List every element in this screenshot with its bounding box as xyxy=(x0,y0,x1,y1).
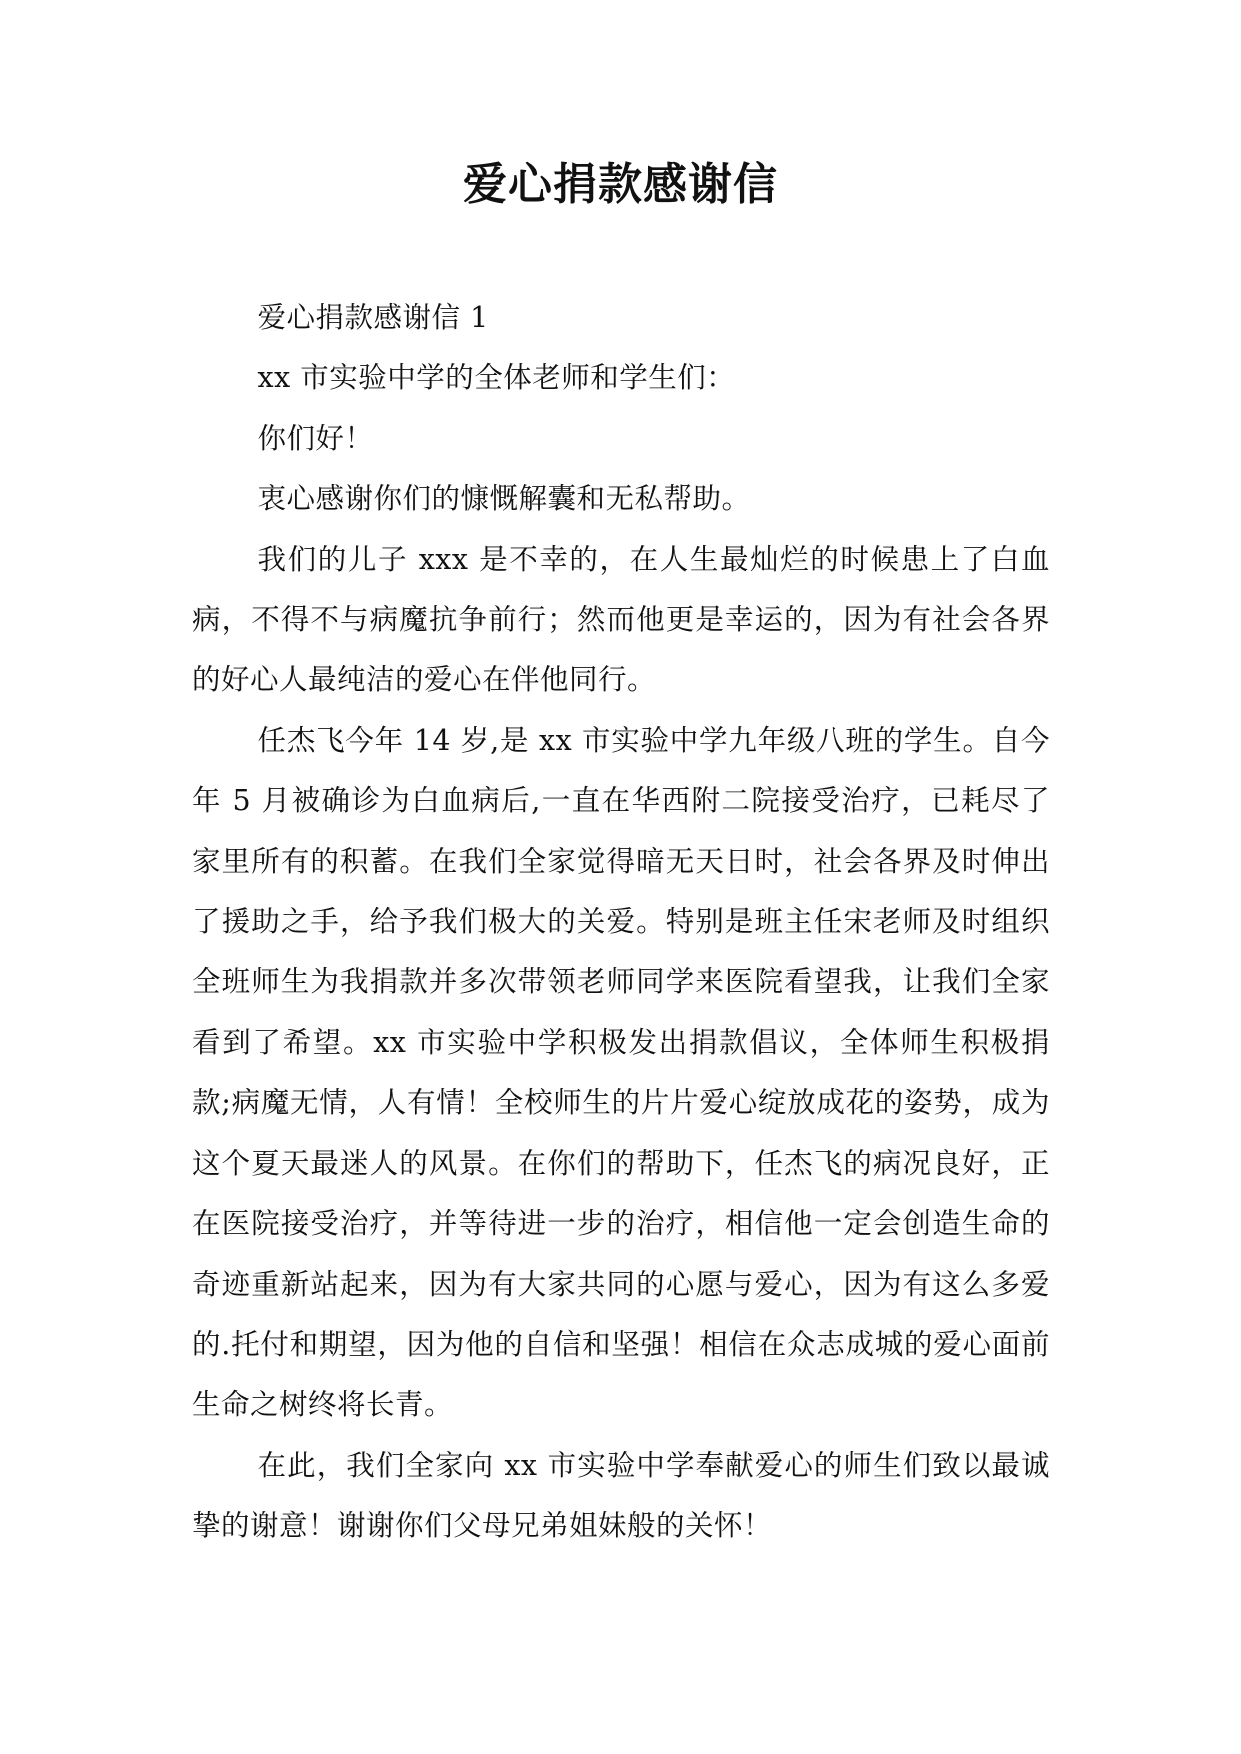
paragraph-closing: 在此，我们全家向 xx 市实验中学奉献爱心的师生们致以最诚挚的谢意！谢谢你们父母兄弟姐妹般的关怀！ xyxy=(192,1448,1050,1543)
document-body xyxy=(192,288,1050,1557)
paragraph-greeting: 你们好！ xyxy=(257,421,374,455)
paragraph-thanks: 衷心感谢你们的慷慨解囊和无私帮助。 xyxy=(257,482,751,516)
paragraph-story: 我们的儿子 xxx 是不幸的，在人生最灿烂的时候患上了白血病，不得不与病魔抗争前行；然而他更是幸运的，因为有社会各界的好心人最纯洁的爱心在伴他同行。 xyxy=(192,542,1050,697)
paragraph-heading: 爱心捐款感谢信 1 xyxy=(257,301,489,334)
paragraph-salutation: xx 市实验中学的全体老师和学生们： xyxy=(257,361,736,395)
paragraph-details: 任杰飞今年 14 岁,是 xx 市实验中学九年级八班的学生。自今年 5 月被确诊为白血病后,一直在华西附二院接受治疗，已耗尽了家里所有的积蓄。在我们全家觉得暗无天日时，社会各界及时伸出了援助之手，给予我们极大的关爱。特别是班主任宋老师及时组织全班师生为我捐款并多次带领老师同学来医院看望我，让我们全家看到了希望。xx 市实验中学积极发出捐款倡议，全体师生积极捐款;病魔无情，人有情！全校师生的片片爱心绽放成花的姿势，成为这个夏天最迷人的风景。在你们的帮助下，任杰飞的病况良好，正在医院接受治疗，并等待进一步的治疗，相信他一定会创造生命的奇迹重新站起来，因为有大家共同的心愿与爱心，因为有这么多爱的.托付和期望，因为他的自信和坚强！相信在众志成城的爱心面前生命之树终将长青。 xyxy=(192,723,1050,1422)
document-title: 爱心捐款感谢信 xyxy=(463,159,778,210)
